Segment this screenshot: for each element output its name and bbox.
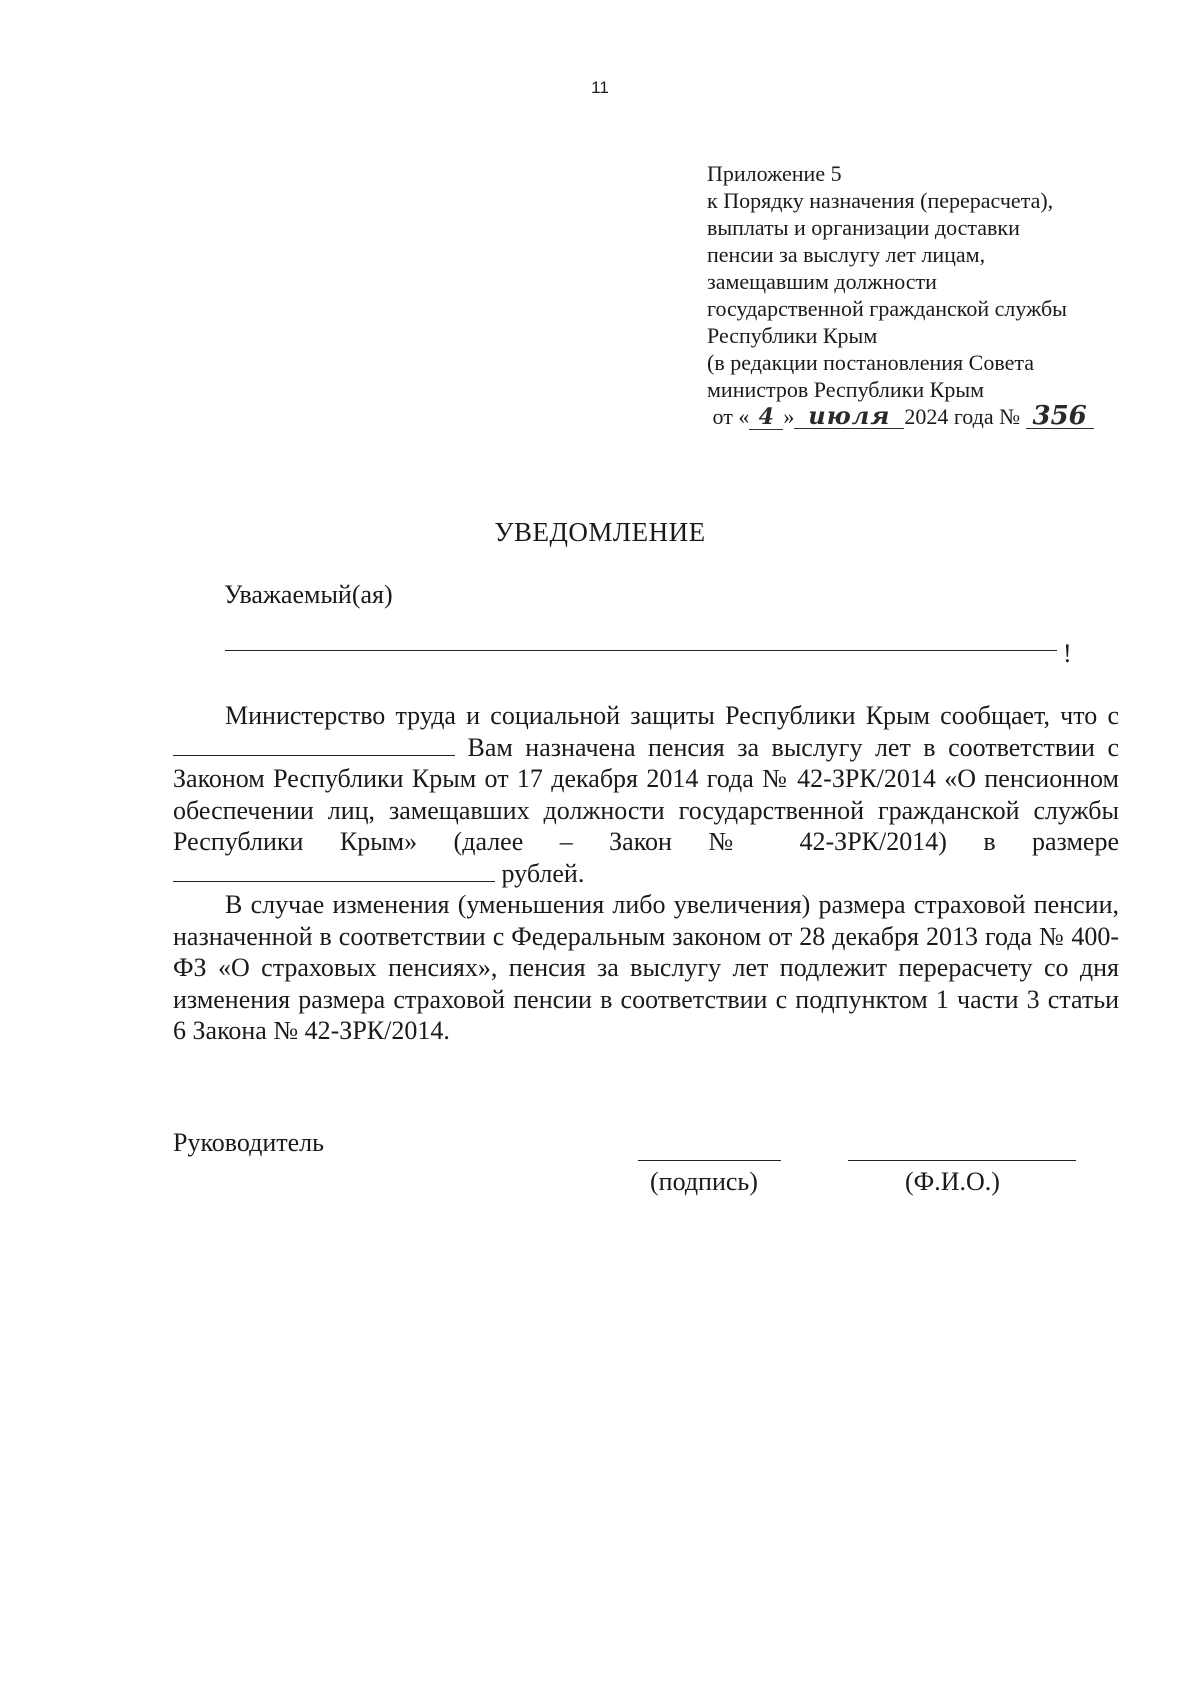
appendix-line: (в редакции постановления Совета [707,350,1035,375]
paragraph-appointment [173,700,1119,889]
date-year-text: 2024 года № [904,404,1021,429]
document-title: УВЕДОМЛЕНИЕ [494,517,706,547]
pension-start-date-field [173,733,455,756]
greeting: Уважаемый(ая) [224,580,393,609]
exclamation-mark: ! [1063,639,1072,668]
date-mid: » [783,404,795,429]
signature-caption: (подпись) [650,1167,758,1196]
full-name-field [848,1160,1076,1161]
notification-body [173,700,1119,1047]
p1-text-end: рублей. [501,858,585,888]
p1-text-middle: Вам назначена пенсия за выслугу лет в соответствии с Законом Республики Крым от 17 декабря 2014 года № 42-ЗРК/2014 «О пенсионном обеспечении лиц, замещавших должности государственной гражданской службы Республики Крым» (далее – Закон № 42-ЗРК/2014) в размере [173,732,1119,856]
full-name-caption: (Ф.И.О.) [905,1167,1000,1196]
appendix-line: выплаты и организации доставки [707,215,1020,240]
appendix-line: государственной гражданской службы [707,296,1067,321]
p1-text-start: Министерство труда и социальной защиты Республики Крым сообщает, что с [225,701,1119,730]
handwritten-month: июля [794,404,904,429]
signature-field [638,1160,781,1161]
appendix-header [707,160,1157,430]
head-label: Руководитель [173,1128,324,1157]
recipient-name-field [225,650,1057,651]
date-prefix: от « [712,404,750,429]
appendix-line: Республики Крым [707,323,878,348]
page-number: 11 [591,78,609,97]
appendix-line: министров Республики Крым [707,377,985,402]
resolution-date-line [707,403,1157,430]
appendix-line: пенсии за выслугу лет лицам, [707,242,986,267]
handwritten-day: 4 [749,405,783,430]
appendix-line: к Порядку назначения (перерасчета), [707,188,1054,213]
handwritten-resolution-number: 356 [1026,404,1094,429]
appendix-line: Приложение 5 [707,161,842,186]
appendix-line: замещавшим должности [707,269,937,294]
paragraph-recalculation: В случае изменения (уменьшения либо увеличения) размера страховой пенсии, назначенной в соответствии с Федеральным законом от 28 декабря 2013 года № 400-ФЗ «О страховых пенсиях», пенсия за выслугу лет подлежит перерасчету со дня изменения размера страховой пенсии в соответствии с подпунктом 1 части 3 статьи 6 Закона № 42-ЗРК/2014. [173,890,1119,1045]
pension-amount-field [173,859,495,882]
